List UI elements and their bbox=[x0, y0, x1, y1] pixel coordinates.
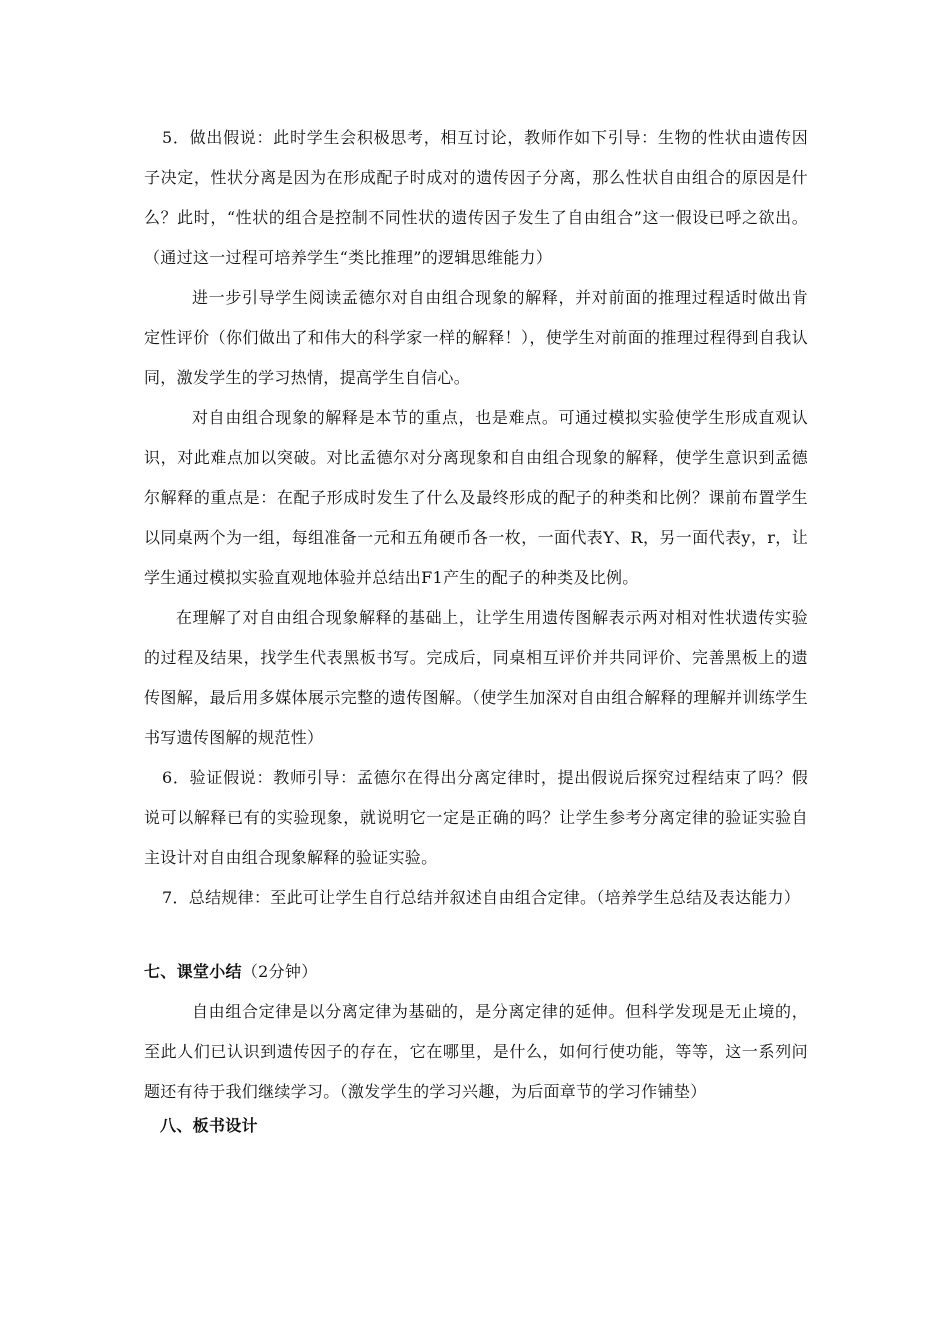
section-duration-note: （2分钟） bbox=[241, 962, 318, 981]
section-heading-board-design: 八、板书设计 bbox=[160, 1116, 258, 1135]
paragraph-genetic-diagram: 在理解了对自由组合现象解释的基础上，让学生用遗传图解表示两对相对性状遗传实验的过程及结果，找学生代表黑板书写。完成后，同桌相互评价并共同评价、完善黑板上的遗传图解，最后用多媒体展示完整的遗传图解。（使学生加深对自由组合解释的理解并训练学生书写遗传图解的规范性） bbox=[144, 608, 808, 747]
paragraph-mendel-explanation: 进一步引导学生阅读孟德尔对自由组合现象的解释，并对前面的推理过程适时做出肯定性评价（你们做出了和伟大的科学家一样的解释！），使学生对前面的推理过程得到自我认同，激发学生的学习热情，提高学生自信心。 bbox=[144, 288, 808, 387]
paragraph-class-summary: 自由组合定律是以分离定律为基础的，是分离定律的延伸。但科学发现是无止境的，至此人们已认识到遗传因子的存在，它在哪里，是什么，如何行使功能，等等，这一系列问题还有待于我们继续学习。（激发学生的学习兴趣，为后面章节的学习作铺垫） bbox=[144, 1002, 808, 1101]
paragraph-hypothesis: 5．做出假说：此时学生会积极思考，相互讨论，教师作如下引导：生物的性状由遗传因子决定，性状分离是因为在形成配子时成对的遗传因子分离，那么性状自由组合的原因是什么？此时，“性状的组合是控制不同性状的遗传因子发生了自由组合”这一假设已呼之欲出。（通过这一过程可培养学生“类比推理”的逻辑思维能力） bbox=[144, 128, 808, 267]
paragraph-key-point-simulation: 对自由组合现象的解释是本节的重点，也是难点。可通过模拟实验使学生形成直观认识，对此难点加以突破。对比孟德尔对分离现象和自由组合现象的解释，使学生意识到孟德尔解释的重点是：在配子形成时发生了什么及最终形成的配子的种类和比例？课前布置学生以同桌两个为一组，每组准备一元和五角硬币各一枚，一面代表Y、R，另一面代表y，r，让学生通过模拟实验直观地体验并总结出F1产生的配子的种类及比例。 bbox=[144, 408, 808, 587]
paragraph-verify-hypothesis: 6．验证假说：教师引导：孟德尔在得出分离定律时，提出假说后探究过程结束了吗？假说可以解释已有的实验现象，就说明它一定是正确的吗？让学生参考分离定律的验证实验自主设计对自由组合现象解释的验证实验。 bbox=[144, 768, 808, 867]
section-heading-class-summary bbox=[144, 952, 808, 992]
section-title: 七、课堂小结 bbox=[144, 962, 242, 981]
paragraph-summarize-law: 7．总结规律：至此可让学生自行总结并叙述自由组合定律。（培养学生总结及表达能力） bbox=[162, 888, 801, 907]
